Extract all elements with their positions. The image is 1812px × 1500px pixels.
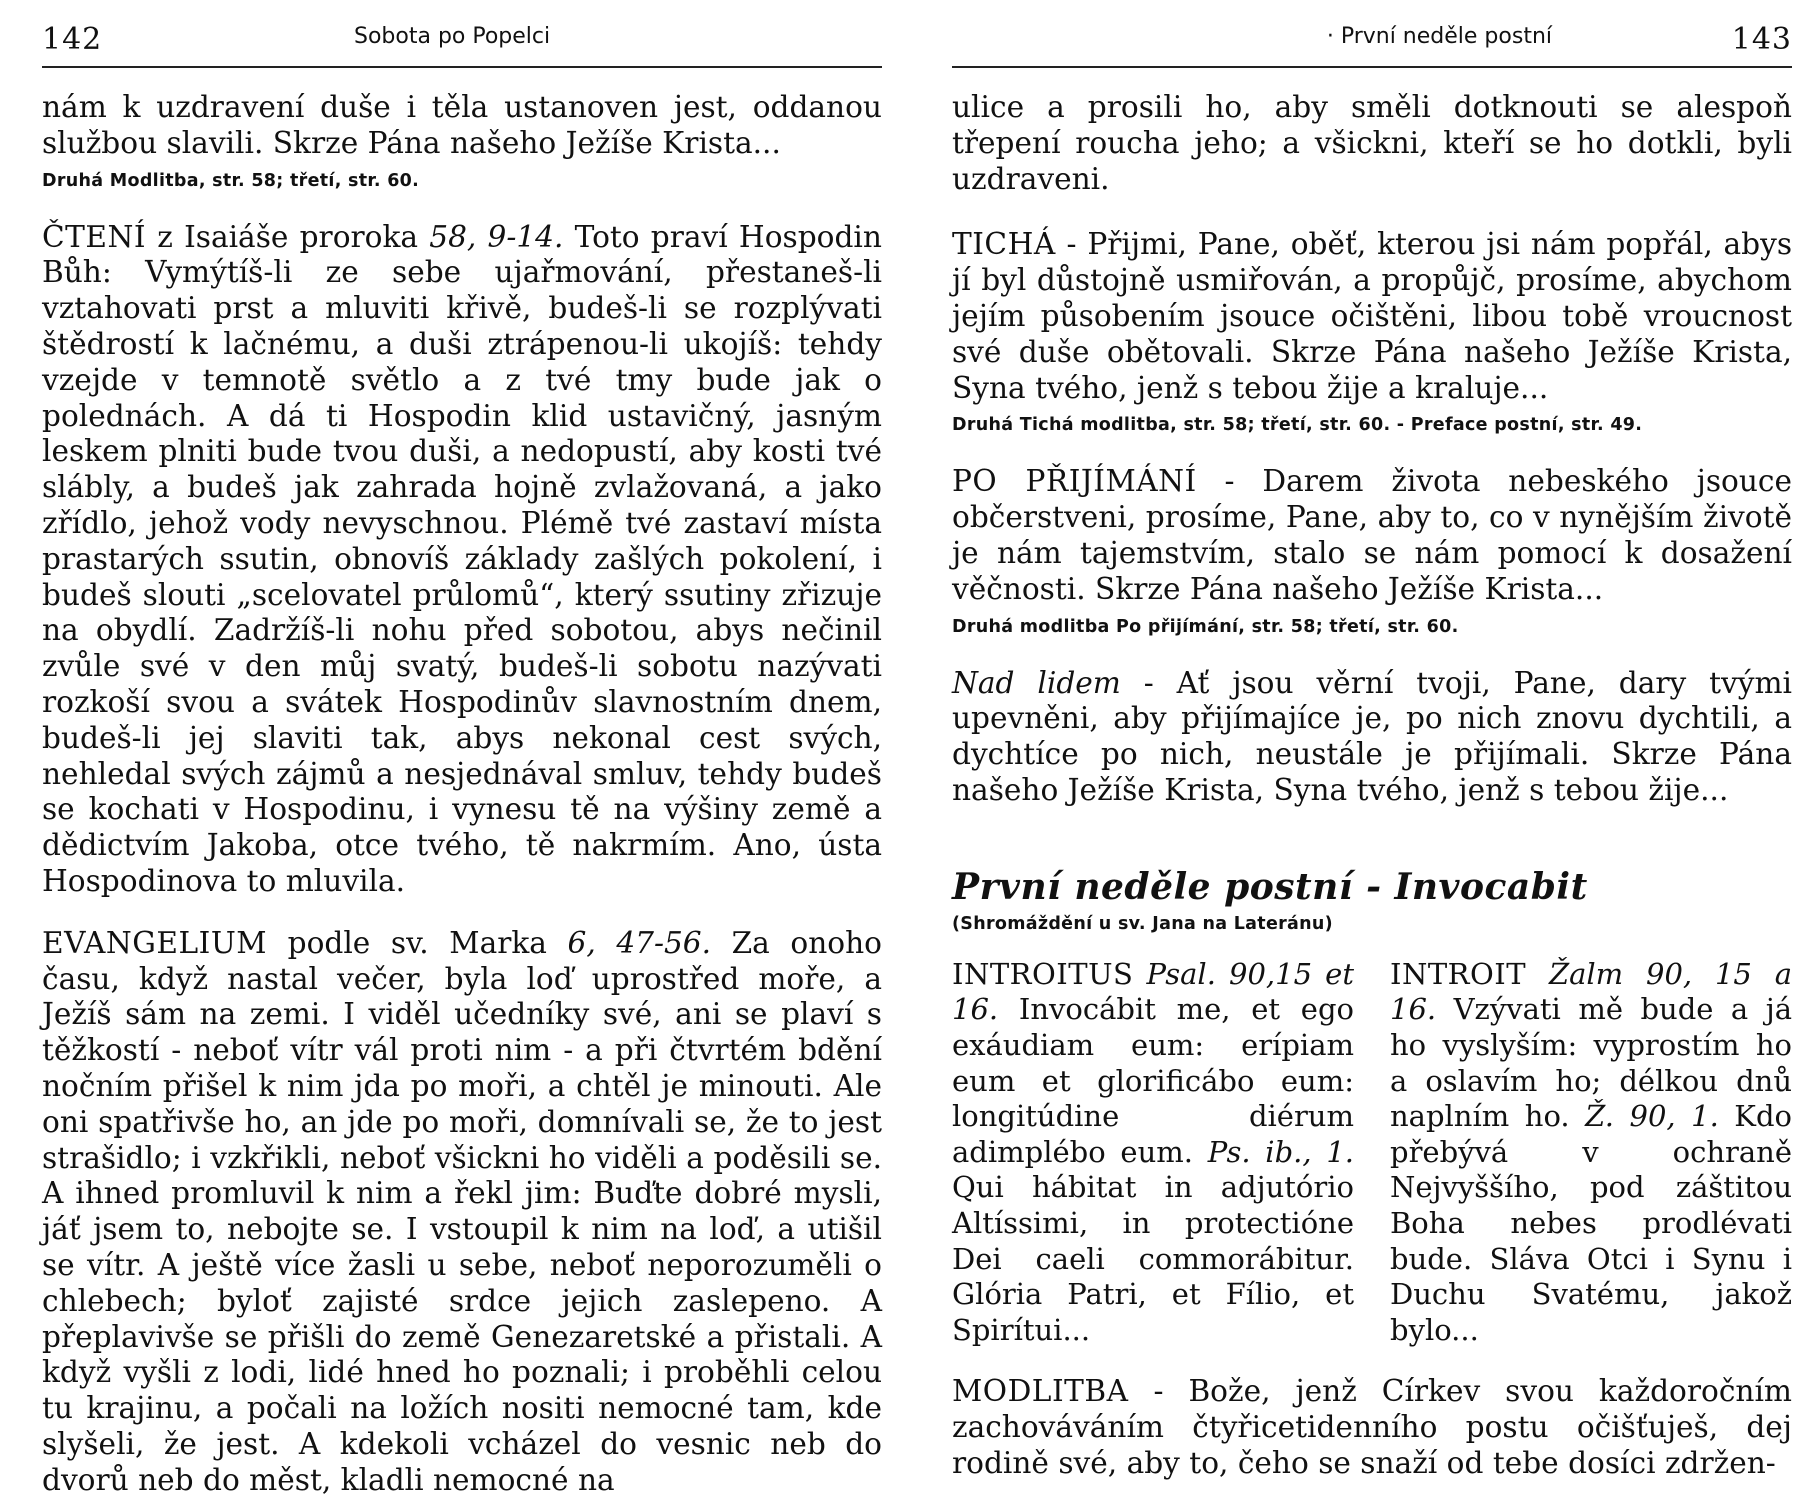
reading-text: Toto praví Hospodin Bůh: Vymýtíš-li ze sebe ujařmování, přestaneš-li vztahovati prst a mluviti křivě, budeš-li se rozplývati štědrostí k lačnému, a duši ztrápenou-li ukojíš: tehdy vzejde v temnotě světlo a z tvé tmy bude jak o polednách. A dá ti Hospodin klid ustavičný, jasným leskem plniti bude tvou duši, a nedopustí, aby kosti tvé slábly, a budeš jak zahrada hojně zvlažovaná, a jako zřídlo, jehož vody nevyschnou. Plémě tvé zastaví místa prastarých ssutin, obnovíš základy zašlých pokolení, i budeš slouti „scelovatel průlomů“, který ssutiny zřizuje na obydlí. Zadržíš-li nohu před sobotou, abys nečinil zvůle své v den můj svatý, budeš-li sobotu nazývati rozkoší svou a svátek Hospodinův slavnostním dnem, budeš-li jej slaviti tak, abys nekonal cest svých, nehledal svých zájmů a nesjednával smluv, tehdy budeš se kochati v Hospodinu, i vynesu tě na výšiny země a dědictvím Jakoba, otce tvého, tě nakrmím. Ano, ústa Hospodinova to mluvila.: [42, 219, 882, 898]
introit-czech-column: [1390, 957, 1792, 1349]
secret-paragraph: [952, 227, 1792, 406]
right-rubric-note-2: Druhá modlitba Po přijímání, str. 58; třetí, str. 60.: [952, 616, 1459, 637]
introit-latin-text-1: Invocábit me, et ego exáudiam eum: erípiam eum et glorificábo eum: longitúdine diérum adimplébo eum.: [952, 992, 1354, 1169]
reading-label: ČTENÍ: [42, 219, 147, 254]
introit-czech-text-1: Vzývati mě bude a já ho vyslyším: vyprostím ho a oslavím ho; délkou dnů naplním ho.: [1390, 992, 1792, 1134]
station-note: (Shromáždění u sv. Jana na Lateránu): [952, 913, 1333, 934]
introit-latin-paragraph: [952, 957, 1354, 1349]
right-opening-text: ulice a prosili ho, aby směli dotknouti se alespoň třepení roucha jeho; a všickni, kteří se ho dotkli, byli uzdraveni.: [952, 90, 1792, 196]
introit-czech-reference: Žalm 90, 15 a 16.: [1390, 956, 1792, 1027]
gospel-paragraph: [42, 926, 882, 1499]
right-page: [952, 0, 1792, 1500]
introit-czech-paragraph: [1390, 957, 1792, 1349]
introit-latin-label: INTROITUS: [952, 956, 1134, 991]
right-rubric-note-1: Druhá Tichá modlitba, str. 58; třetí, str. 60. - Preface postní, str. 49.: [952, 415, 1643, 436]
introit-latin-column: [952, 957, 1354, 1349]
people-label: Nad lidem: [952, 665, 1121, 700]
introit-latin-text-2: Qui hábitat in adjutório Altíssimi, in protectióne Dei caeli commorábitur. Glória Patri, et Fílio, et Spirítui...: [952, 1170, 1354, 1347]
right-running-head: [952, 14, 1792, 68]
communion-label: PO PŘIJÍMÁNÍ: [952, 464, 1197, 499]
communion-paragraph: [952, 464, 1792, 607]
introit-czech-label: INTROIT: [1390, 956, 1527, 991]
gospel-source: podle sv. Marka: [287, 925, 547, 960]
left-opening-text: nám k uzdravení duše i těla ustanoven jest, oddanou službou slavili. Skrze Pána našeho Ježíše Krista...: [42, 90, 882, 160]
people-paragraph: [952, 666, 1792, 809]
gospel-label: EVANGELIUM: [42, 925, 268, 960]
introit-czech-psalm-ref: Ž. 90, 1.: [1585, 1099, 1719, 1134]
reading-source: z Isaiáše proroka: [157, 219, 419, 254]
gospel-reference: 6, 47-56.: [567, 925, 712, 960]
left-page-number: 142: [42, 22, 103, 57]
left-running-title: Sobota po Popelci: [354, 24, 551, 49]
left-page: [42, 0, 882, 1500]
right-running-title: · První neděle postní: [1326, 24, 1552, 49]
communion-text: - Darem života nebeského jsouce občerstveni, prosíme, Pane, aby to, co v nynějším životě je nám tajemstvím, stalo se nám pomocí k dosažení věčnosti. Skrze Pána našeho Ježíše Krista...: [952, 464, 1793, 606]
collect-label: MODLITBA: [952, 1374, 1129, 1409]
reading-paragraph: [42, 220, 882, 900]
reading-reference: 58, 9-14.: [429, 219, 564, 254]
introit-latin-psalm-ref: Ps. ib., 1.: [1207, 1134, 1354, 1169]
collect-paragraph: [952, 1374, 1792, 1481]
secret-label: TICHÁ: [952, 227, 1056, 262]
gospel-text: Za onoho času, když nastal večer, byla loď uprostřed moře, a Ježíš sám na zemi. I viděl učedníky své, ani se plaví s těžkostí - neboť vítr vál proti nim - a při čtvrtém bdění nočním přišel k nim jda po moři, a chtěl je minouti. Ale oni spatřivše ho, an jde po moři, domnívali se, že to jest strašidlo; i vzkřikli, neboť všickni ho viděli a poděsili se. A ihned promluvil k nim a řekl jim: Buďte dobré mysli, jáť jsem to, nebojte se. I vstoupil k nim na loď, a utišil se vítr. A ještě více žasli u sebe, neboť neporozuměli o chlebech; byloť zajisté srdce jejich zaslepeno. A přeplavivše se přišli do země Genezaretské a přistali. A když vyšli z lodi, lidé hned ho poznali; i proběhli celou tu krajinu, a počali na ložích nositi nemocné tam, kde slyšeli, že jest. A kdekoli vcházel do vesnic neb do dvorů neb do měst, kladli nemocné na: [42, 925, 882, 1497]
section-title: První neděle postní - Invocabit: [952, 865, 1588, 908]
introit-czech-text-2: Kdo přebývá v ochraně Nejvyššího, pod záštitou Boha nebes prodlévati bude. Sláva Otci i Synu i Duchu Svatému, jakož bylo...: [1390, 1099, 1792, 1347]
left-rubric-note: Druhá Modlitba, str. 58; třetí, str. 60.: [42, 170, 420, 191]
introit-columns: [952, 957, 1792, 1349]
people-text: - Ať jsou věrní tvoji, Pane, dary tvými upevněni, aby přijímajíce je, po nich znovu dychtili, a dychtíce po nich, neustále je přijímali. Skrze Pána našeho Ježíše Krista, Syna tvého, jenž s tebou žije...: [952, 665, 1792, 807]
secret-text: - Přijmi, Pane, oběť, kterou jsi nám popřál, abys jí byl důstojně usmiřován, a propůjč, prosíme, abychom jejím působením jsouce očištěni, libou tobě vroucnost své duše obětovali. Skrze Pána našeho Ježíše Krista, Syna tvého, jenž s tebou žije a kraluje...: [952, 227, 1792, 405]
left-running-head: [42, 14, 882, 68]
introit-latin-reference: Psal. 90,15 et 16.: [952, 956, 1354, 1027]
right-page-number: 143: [1731, 22, 1792, 57]
collect-text: - Bože, jenž Církev svou každoročním zachováváním čtyřicetidenního postu očišťuješ, dej rodině své, aby to, čeho se snaží od tebe dosíci zdržen-: [952, 1374, 1792, 1480]
